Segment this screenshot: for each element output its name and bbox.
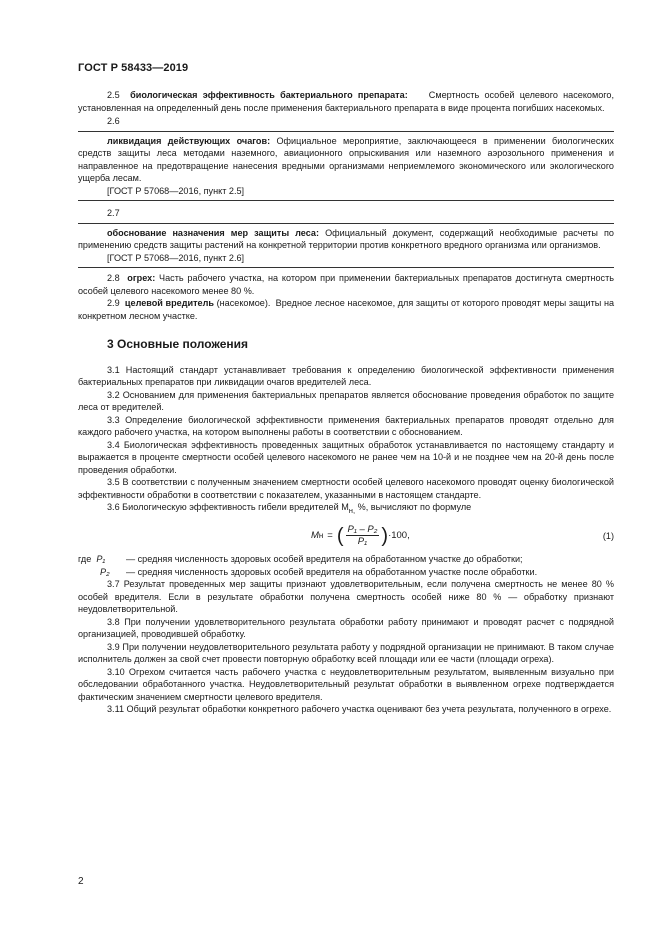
def-number: 2.9 (107, 298, 120, 308)
formula-lhs-sub: н (318, 530, 324, 540)
where-symbol: P₂ (100, 566, 110, 577)
definition-2-9 (78, 297, 614, 322)
section-heading: 3 Основные положения (107, 337, 249, 351)
clause-3-8: 3.8 При получении удовлетворительного результата обработки работу принимают и проводят расчет с подрядной организацией, проводившей обработку. (78, 616, 614, 640)
right-paren: ) (381, 524, 389, 547)
clause-3-4: 3.4 Биологическая эффективность проведенных защитных обработок устанавливается по настоящему стандарту и выражается в проценте смертности особей целевого насекомого не ранее чем на 10-й и не позднее чем на 20-й день после проведения обработки. (78, 439, 614, 475)
def-term-note: (насекомое). (216, 298, 271, 308)
def-text: Официальный документ, содержащий необходимые расчеты по применению средств защиты растений на конкретной территории против конкретного вредного организма или организмов. (78, 227, 614, 250)
def-term: ликвидация действующих очагов: (107, 135, 271, 146)
formula-1 (78, 521, 614, 551)
def-text: Смертность особей целевого насекомого, установленная на определенный день после применения бактериального препарата в виде процента погибших насекомых. (78, 90, 614, 113)
def-term: целевой вредитель (124, 298, 214, 308)
page-number: 2 (78, 876, 84, 887)
def-number: 2.8 (107, 273, 120, 283)
where-text: — средняя численность здоровых особей вредителя на обработанном участке после обработки. (126, 566, 538, 577)
def-text: Вредное лесное насекомое, для защиты от которого проводят меры защиты на конкретном лесном участке. (78, 298, 615, 321)
clause-3-10: 3.10 Огрехом считается часть рабочего участка с неудовлетворительным результатом, выявленным визуально при обследовании обработанного участка. Неудовлетворительный результат обработки в выявленном огрехе подтверждается фактическим значением смертности целевого вредителя. (78, 666, 614, 702)
clause-3-6 (78, 501, 614, 517)
definition-2-6 (78, 135, 614, 185)
where-line-2 (78, 566, 614, 579)
definition-2-8 (78, 272, 614, 297)
clause-3-3: 3.3 Определение биологической эффективности применения бактериальных препаратов проводят отдельно для каждого рабочего участка, на котором выполнены работы в соответствии с обоснованием. (78, 414, 614, 437)
where-lead (78, 553, 126, 566)
clause-text-end: %, вычисляют по формуле (355, 502, 472, 512)
def-number: 2.5 (107, 90, 120, 100)
def-text: Официальное мероприятие, заключающееся в применении биологических средств защиты леса методами наземного, авиационного опрыскивания или наземного аэрозольного применения и направленное на предотвращение нанесения вредными организмами неприемлемого экономического или экологического ущерба лесам. (78, 135, 614, 183)
definition-2-7 (78, 227, 614, 252)
clause-3-7: 3.7 Результат проведенных мер защиты признают удовлетворительным, если получена смертность не менее 80 % особей вредителя. Если в результате обработки получена смертность особей ниже 80 % — обработку признают неудовлетворительной. (78, 579, 614, 615)
where-lead (78, 566, 126, 579)
formula-fraction (346, 524, 380, 547)
def-source: [ГОСТ Р 57068—2016, пункт 2.5] (107, 185, 245, 196)
def-number-2-6: 2.6 (107, 116, 120, 126)
equation-number: (1) (602, 531, 614, 542)
document-body (78, 89, 614, 716)
clause-3-11: 3.11 Общий результат обработки конкретного рабочего участка оценивают без учета результата, полученного в огрехе. (107, 704, 612, 715)
def-term: огрех: (127, 273, 156, 283)
definition-box-2-7 (78, 223, 614, 269)
fraction-denominator: P₁ (357, 536, 368, 548)
clause-3-1: 3.1 Настоящий стандарт устанавливает требования к определению биологической эффективности применения бактериальных препаратов при ликвидации очагов вредителей леса. (78, 364, 614, 387)
where-word: где (78, 554, 92, 565)
left-paren: ( (336, 524, 344, 547)
clause-3-9: 3.9 При получении неудовлетворительного результата работу у подрядной организации не принимают. В таком случае исполнитель должен за свой счет провести повторную обработку всей площади или ее части (площади огреха). (78, 641, 614, 665)
def-number-2-7: 2.7 (107, 208, 120, 218)
definition-2-5 (78, 89, 614, 114)
fraction-numerator: P₁ – P₂ (347, 524, 378, 536)
where-text: — средняя численность здоровых особей вредителя на обработанном участке до обработки; (126, 554, 523, 565)
where-line-1 (78, 553, 614, 566)
document-header: ГОСТ Р 58433—2019 (78, 62, 189, 74)
formula-expression (311, 524, 410, 547)
where-symbol: P₁ (96, 554, 106, 565)
clause-3-5: 3.5 В соответствии с полученным значением смертности особей целевого насекомого проводят оценку биологической эффективности обработки в соответствии с показателем, указанными в настоящем стандарте. (78, 477, 614, 500)
def-term: обоснование назначения мер защиты леса: (107, 227, 319, 238)
formula-lhs: M (311, 529, 319, 541)
clause-text: 3.6 Биологическую эффективность гибели вредителей M (107, 502, 349, 512)
def-term: биологическая эффективность бактериального препарата: (130, 90, 408, 100)
definition-box-2-6 (78, 131, 614, 202)
def-source: [ГОСТ Р 57068—2016, пункт 2.6] (107, 252, 245, 263)
formula-equals: = (327, 529, 333, 541)
subscript: н, (348, 505, 356, 515)
clause-3-2: 3.2 Основанием для применения бактериальных препаратов является обоснование проведения обработок по защите леса от вредителей. (78, 389, 614, 412)
formula-tail: ·100, (388, 529, 410, 541)
def-text: Часть рабочего участка, на котором при применении бактериальных препаратов достигнута смертность особей целевого насекомого менее 80 %. (78, 273, 615, 296)
